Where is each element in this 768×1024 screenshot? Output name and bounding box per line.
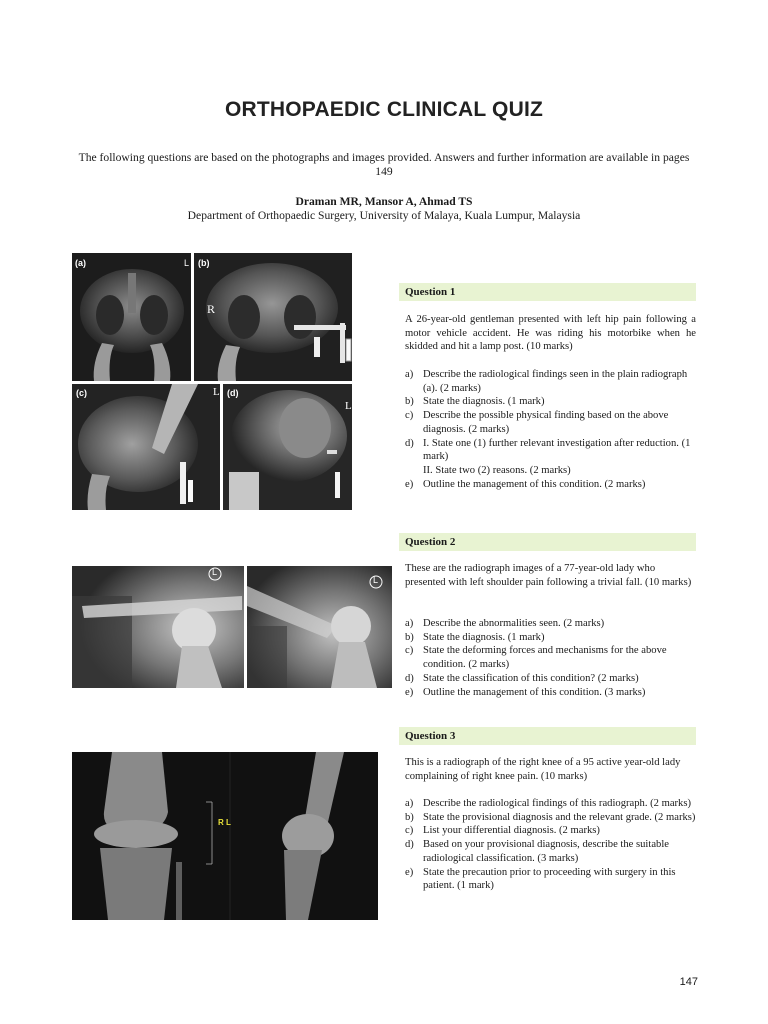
list-item: d) I. State one (1) further relevant investigation after reduction. (1 mark): [405, 437, 691, 463]
figure-2-shoulder-radiographs: [72, 566, 392, 688]
panel-label-d: (d): [227, 388, 239, 398]
affiliation: Department of Orthopaedic Surgery, University of Malaya, Kuala Lumpur, Malaysia: [187, 209, 581, 222]
shoulder-radiograph-ap: [72, 566, 244, 688]
shoulder-marker-left: L: [212, 567, 218, 577]
question-2-stem: These are the radiograph images of a 77-year-old lady who presented with left shoulder pain following a trivial fall. (10 marks): [405, 563, 692, 588]
question-2-items: [405, 617, 696, 699]
side-marker-l-d: L: [345, 400, 352, 412]
authors: Draman MR, Mansor A, Ahmad TS: [295, 195, 473, 208]
list-item: e) Outline the management of this condition. (2 marks): [405, 478, 646, 490]
question-3-items: [405, 797, 696, 893]
list-item: e) State the precaution prior to proceeding with surgery in this patient. (1 mark): [405, 866, 676, 892]
list-item: II. State two (2) reasons. (2 marks): [423, 464, 571, 476]
side-marker-l-c: L: [213, 386, 220, 398]
radiograph-panel-a: [72, 253, 191, 381]
list-item: a) Describe the radiological findings seen in the plain radiograph (a). (2 marks): [405, 369, 688, 394]
intro-paragraph: The following questions are based on the photographs and images provided. Answers and further information are available in pages 149: [78, 151, 690, 178]
radiograph-panel-d: [223, 384, 352, 510]
panel-label-a: (a): [75, 258, 86, 268]
question-1-items: [405, 368, 696, 491]
shoulder-marker-right: L: [373, 575, 379, 585]
question-3-stem: This is a radiograph of the right knee of a 95 active year-old lady complaining of right knee pain. (10 marks): [405, 757, 681, 782]
list-item: c) List your differential diagnosis. (2 marks): [405, 825, 600, 837]
list-item: d) State the classification of this condition? (2 marks): [405, 672, 639, 684]
list-item: e) Outline the management of this condition. (3 marks): [405, 686, 646, 698]
list-item: a) Describe the radiological findings of this radiograph. (2 marks): [405, 798, 692, 809]
question-1-stem: A 26-year-old gentleman presented with left hip pain following a motor vehicle accident. He was riding his motorbike when he skidded and hit a lamp post. (10 marks): [405, 314, 696, 353]
list-item: b) State the provisional diagnosis and the relevant grade. (2 marks): [405, 811, 696, 823]
radiograph-panel-c: [72, 384, 220, 510]
question-3-heading: Question 3: [399, 727, 696, 745]
list-item: b) State the diagnosis. (1 mark): [405, 631, 545, 643]
side-marker-r: R: [207, 302, 216, 316]
knee-marker-rl: R L: [218, 818, 231, 827]
radiograph-panel-b: [194, 253, 352, 381]
list-item: c) Describe the possible physical finding based on the above diagnosis. (2 marks): [405, 410, 669, 435]
question-1-heading: Question 1: [399, 283, 696, 301]
shoulder-radiograph-lateral: [247, 566, 392, 688]
page-number: 147: [679, 976, 698, 988]
list-item: b) State the diagnosis. (1 mark): [405, 396, 545, 408]
panel-label-c: (c): [76, 388, 87, 398]
figure-1-pelvis-radiographs: [72, 253, 352, 510]
panel-label-b: (b): [198, 258, 210, 268]
list-item: c) State the deforming forces and mechanisms for the above condition. (2 marks): [405, 645, 667, 671]
list-item: a) Describe the abnormalities seen. (2 marks): [405, 618, 605, 629]
question-2-heading: Question 2: [399, 533, 696, 551]
list-item: d) Based on your provisional diagnosis, describe the suitable radiological classification. (3 marks): [405, 839, 669, 864]
side-marker-l: L: [184, 258, 190, 268]
figure-3-knee-radiographs: [72, 752, 378, 920]
page-title: ORTHOPAEDIC CLINICAL QUIZ: [224, 98, 544, 121]
